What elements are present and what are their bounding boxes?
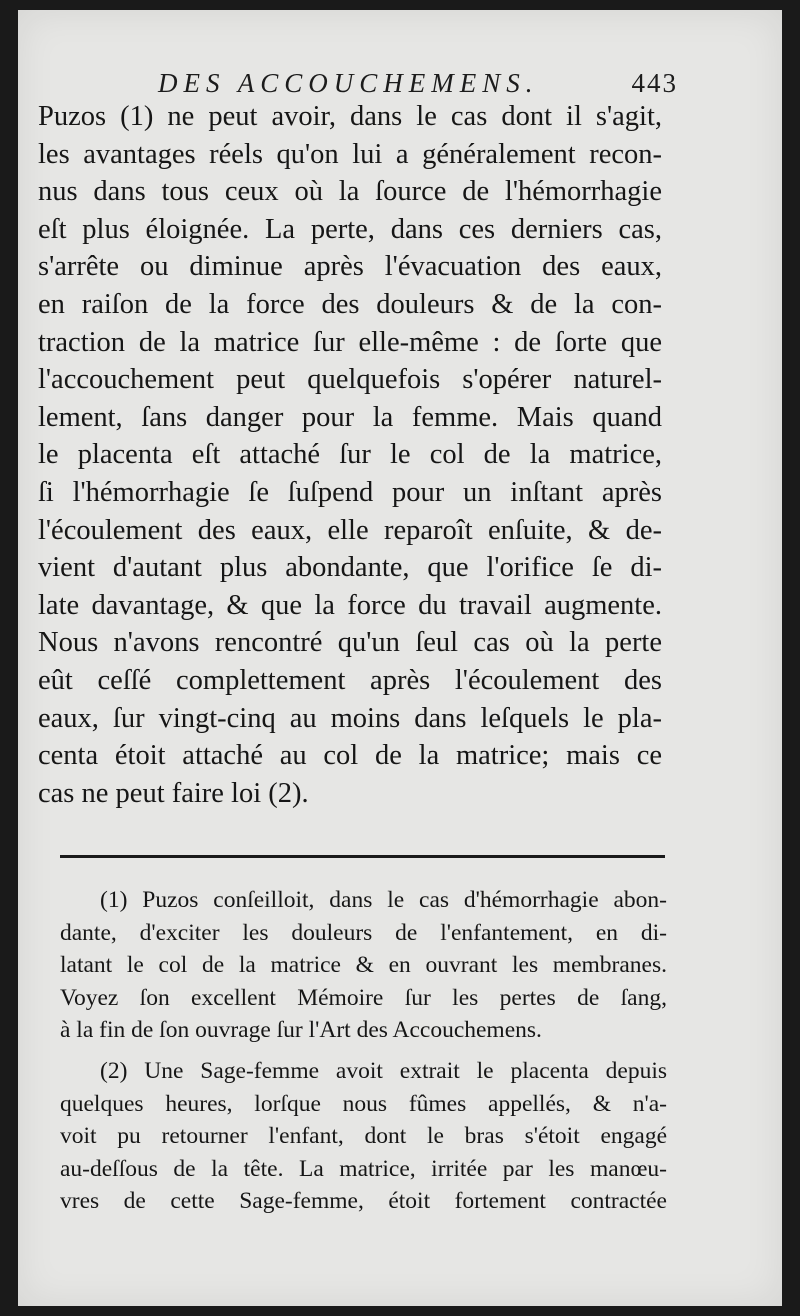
text-line: late davantage, & que la force du travail augmente. — [38, 589, 662, 621]
text-line: lement, ſans danger pour la femme. Mais quand — [38, 401, 662, 433]
text-line: eût ceſſé complettement après l'écoulement des — [38, 664, 662, 696]
footnote-line: vres de cette Sage-femme, étoit fortement contractée — [60, 1188, 667, 1215]
text-line: Puzos (1) ne peut avoir, dans le cas dont il s'agit, — [38, 101, 662, 132]
footnote-line: dante, d'exciter les douleurs de l'enfantement, en di- — [60, 919, 667, 946]
text-line: l'écoulement des eaux, elle reparoît enſuite, & de- — [38, 514, 662, 546]
footnote-2 — [60, 1055, 667, 1218]
text-line: Nous n'avons rencontré qu'un ſeul cas où la perte — [38, 627, 662, 659]
text-line: ſi l'hémorrhagie ſe ſuſpend pour un inſtant après — [38, 476, 662, 508]
text-line: eſt plus éloignée. La perte, dans ces derniers cas, — [38, 213, 662, 245]
footnote-divider — [60, 855, 665, 858]
text-line: en raiſon de la force des douleurs & de la con- — [38, 288, 662, 320]
text-line: eaux, ſur vingt-cinq au moins dans leſquels le pla- — [38, 702, 662, 734]
footnote-line: (2) Une Sage-femme avoit extrait le placenta depuis — [100, 1057, 667, 1084]
footnote-line: au-deſſous de la tête. La matrice, irritée par les manœu- — [60, 1155, 667, 1182]
footnote-line: latant le col de la matrice & en ouvrant les membranes. — [60, 952, 667, 979]
footnote-line: (1) Puzos conſeilloit, dans le cas d'hémorrhagie abon- — [100, 887, 667, 913]
footnote-line: Voyez ſon excellent Mémoire ſur les pertes de ſang, — [60, 984, 667, 1011]
text-line: cas ne peut faire loi (2). — [38, 777, 309, 809]
text-line: traction de la matrice ſur elle-même : de ſorte que — [38, 326, 662, 358]
text-line: vient d'autant plus abondante, que l'orifice ſe di- — [38, 552, 662, 584]
running-head-title: DES ACCOUCHEMENS. — [158, 68, 539, 98]
text-line: s'arrête ou diminue après l'évacuation des eaux, — [38, 251, 662, 283]
footnotes — [60, 884, 667, 1226]
text-line: nus dans tous ceux où la ſource de l'hémorrhagie — [38, 176, 662, 208]
footnote-1 — [60, 884, 667, 1047]
page-number: 443 — [631, 68, 678, 98]
footnote-line: voit pu retourner l'enfant, dont le bras s'étoit engagé — [60, 1123, 667, 1150]
text-line: les avantages réels qu'on lui a généralement recon- — [38, 138, 662, 170]
footnote-line: quelques heures, lorſque nous fûmes appellés, & n'a- — [60, 1090, 667, 1117]
text-line: centa étoit attaché au col de la matrice; mais ce — [38, 740, 662, 772]
main-text — [38, 98, 662, 812]
text-line: l'accouchement peut quelquefois s'opérer naturel- — [38, 364, 662, 396]
footnote-line: à la fin de ſon ouvrage ſur l'Art des Accouchemens. — [60, 1017, 542, 1044]
text-line: le placenta eſt attaché ſur le col de la matrice, — [38, 439, 662, 471]
